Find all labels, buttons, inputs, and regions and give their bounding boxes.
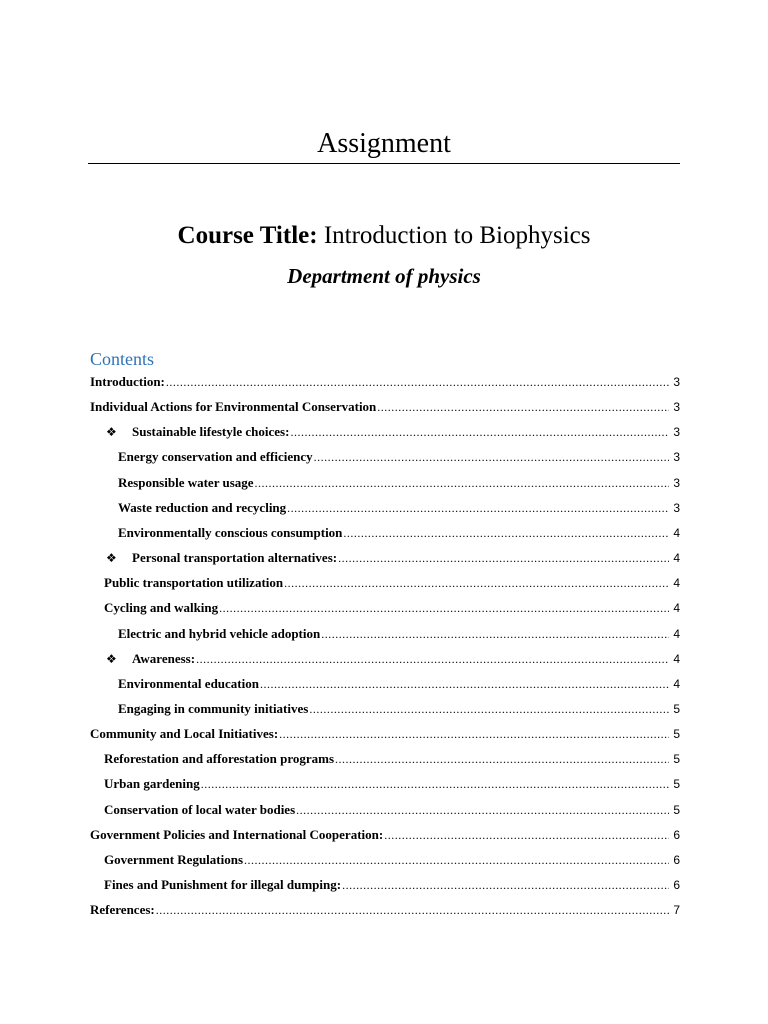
toc-entry-label: Environmental education: [118, 675, 259, 691]
toc-entry-label: Electric and hybrid vehicle adoption: [118, 625, 321, 641]
toc-dot-leader: [335, 747, 669, 771]
toc-entry[interactable]: [90, 395, 680, 419]
diamond-bullet-icon: ❖: [106, 425, 117, 440]
toc-entry-page-number: 5: [673, 802, 680, 817]
toc-entry-label: Reforestation and afforestation programs: [104, 751, 335, 767]
toc-entry-page-number: 7: [673, 903, 680, 918]
toc-entry-page-number: 4: [673, 576, 680, 591]
course-title-value: Introduction to Biophysics: [317, 222, 591, 249]
toc-entry-page-number: 3: [673, 425, 680, 440]
toc-entry[interactable]: [90, 672, 680, 696]
toc-entry[interactable]: [90, 622, 680, 646]
toc-entry-label: Engaging in community initiatives: [118, 700, 309, 716]
toc-entry[interactable]: [90, 496, 680, 520]
toc-entry[interactable]: [90, 420, 680, 444]
toc-entry[interactable]: [90, 747, 680, 771]
document-title: Assignment: [317, 128, 451, 159]
toc-entry[interactable]: [90, 571, 680, 595]
toc-entry-page-number: 4: [673, 676, 680, 691]
toc-entry[interactable]: [90, 546, 680, 570]
toc-entry[interactable]: [90, 697, 680, 721]
toc-entry-label: Community and Local Initiatives:: [90, 726, 279, 742]
toc-entry[interactable]: [90, 370, 680, 394]
toc-dot-leader: [377, 395, 669, 419]
toc-entry-page-number: 4: [673, 626, 680, 641]
toc-entry-page-number: 4: [673, 601, 680, 616]
toc-entry-page-number: 3: [673, 400, 680, 415]
title-underline: [88, 163, 680, 164]
toc-entry-label: Sustainable lifestyle choices:: [132, 424, 290, 440]
toc-entry[interactable]: [90, 823, 680, 847]
toc-entry-label: Individual Actions for Environmental Conservation: [90, 399, 377, 415]
toc-dot-leader: [309, 697, 669, 721]
course-title-label: Course Title:: [177, 222, 318, 249]
toc-dot-leader: [321, 622, 669, 646]
toc-entry[interactable]: [90, 521, 680, 545]
diamond-bullet-icon: ❖: [106, 551, 117, 566]
toc-dot-leader: [290, 420, 669, 444]
toc-entry-page-number: 6: [673, 878, 680, 892]
toc-dot-leader: [156, 898, 669, 922]
toc-entry-page-number: 4: [673, 651, 680, 666]
toc-entry-label: Cycling and walking: [104, 600, 219, 616]
toc-entry-page-number: 3: [673, 450, 680, 465]
toc-entry[interactable]: [90, 798, 680, 822]
toc-entry-label: Responsible water usage: [118, 474, 254, 490]
toc-dot-leader: [314, 445, 669, 469]
department-name: Department of physics: [287, 264, 481, 288]
toc-entry[interactable]: [90, 647, 680, 671]
toc-entry-label: Fines and Punishment for illegal dumping:: [104, 877, 342, 892]
toc-entry[interactable]: [90, 471, 680, 495]
toc-entry-page-number: 4: [673, 525, 680, 540]
contents-heading: Contents: [90, 349, 155, 369]
toc-dot-leader: [284, 571, 669, 595]
toc-entry-label: Introduction:: [90, 374, 165, 389]
toc-entry[interactable]: [90, 772, 680, 796]
toc-dot-leader: [287, 496, 669, 520]
toc-dot-leader: [384, 823, 669, 847]
toc-entry-label: Personal transportation alternatives:: [132, 550, 338, 566]
toc-entry-label: Government Policies and International Cooperation:: [90, 826, 384, 842]
toc-dot-leader: [244, 848, 669, 872]
toc-entry[interactable]: [90, 873, 680, 897]
toc-entry-page-number: 4: [673, 551, 680, 566]
toc-entry-page-number: 6: [673, 827, 680, 842]
toc-entry-label: Public transportation utilization: [104, 575, 284, 591]
toc-entry-label: Urban gardening: [104, 776, 200, 792]
toc-entry-label: References:: [90, 902, 155, 918]
toc-entry-page-number: 5: [673, 777, 680, 792]
toc-dot-leader: [255, 471, 669, 495]
toc-entry-label: Waste reduction and recycling: [118, 499, 287, 515]
toc-dot-leader: [338, 546, 669, 570]
toc-entry-page-number: 5: [673, 752, 680, 767]
toc-entry[interactable]: [90, 445, 680, 469]
toc-entry-label: Environmentally conscious consumption: [118, 524, 343, 540]
toc-entry-label: Energy conservation and efficiency: [118, 449, 313, 465]
toc-dot-leader: [196, 647, 669, 671]
toc-entry-page-number: 5: [673, 701, 680, 716]
toc-dot-leader: [166, 370, 669, 394]
toc-dot-leader: [296, 798, 669, 822]
course-title: [88, 219, 680, 253]
toc-dot-leader: [219, 596, 669, 620]
toc-entry[interactable]: [90, 848, 680, 872]
toc-entry-page-number: 3: [673, 375, 680, 389]
toc-entry-label: Government Regulations: [104, 851, 244, 867]
toc-entry-label: Conservation of local water bodies: [104, 801, 296, 817]
diamond-bullet-icon: ❖: [106, 651, 117, 666]
toc-entry-label: Awareness:: [132, 650, 196, 666]
toc-dot-leader: [260, 672, 669, 696]
toc-entry-page-number: 5: [673, 727, 680, 742]
toc-dot-leader: [343, 521, 669, 545]
toc-dot-leader: [279, 722, 669, 746]
toc-entry-page-number: 6: [673, 852, 680, 867]
toc-dot-leader: [342, 873, 669, 897]
toc-entry[interactable]: [90, 596, 680, 620]
toc-dot-leader: [201, 772, 669, 796]
toc-entry[interactable]: [90, 722, 680, 746]
toc-entry[interactable]: [90, 898, 680, 922]
toc-entry-page-number: 3: [673, 500, 680, 515]
toc-entry-page-number: 3: [673, 475, 680, 490]
